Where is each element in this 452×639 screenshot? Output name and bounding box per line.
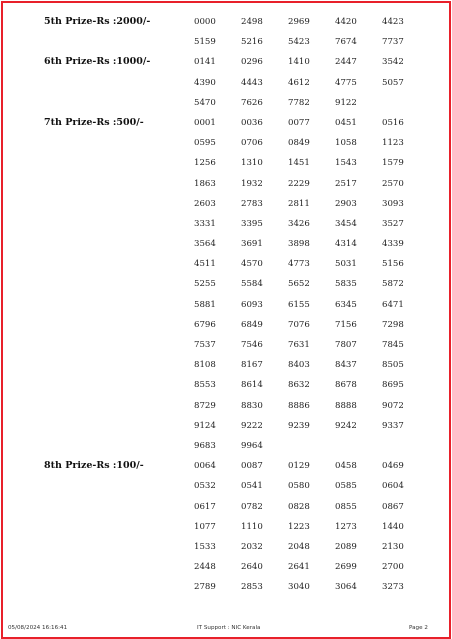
winning-number: 9683 xyxy=(194,440,216,451)
winning-number: 3898 xyxy=(288,239,310,250)
winning-number: 0585 xyxy=(335,481,357,492)
number-row xyxy=(0,274,452,294)
winning-number: 2498 xyxy=(241,17,263,27)
winning-number: 1223 xyxy=(288,521,310,532)
number-row xyxy=(0,52,452,72)
number-row xyxy=(0,355,452,375)
number-row xyxy=(0,335,452,355)
winning-number: 8167 xyxy=(241,360,263,371)
winning-number: 8108 xyxy=(194,360,216,371)
winning-number: 9122 xyxy=(335,97,357,108)
winning-number: 4443 xyxy=(241,77,263,88)
winning-number: 6471 xyxy=(382,299,404,310)
number-row xyxy=(0,234,452,254)
number-row xyxy=(0,93,452,113)
winning-number: 9239 xyxy=(288,420,310,431)
winning-number: 1440 xyxy=(382,521,404,532)
winning-number: 8505 xyxy=(382,360,404,371)
winning-number: 8403 xyxy=(288,360,310,371)
number-row xyxy=(0,315,452,335)
winning-number: 8437 xyxy=(335,360,357,371)
number-row xyxy=(0,557,452,577)
number-row xyxy=(0,476,452,496)
winning-number: 0828 xyxy=(288,501,310,512)
winning-number: 2853 xyxy=(241,582,263,593)
winning-number: 2229 xyxy=(288,178,310,189)
winning-number: 4775 xyxy=(335,77,357,88)
winning-number: 7807 xyxy=(335,340,357,350)
winning-number: 5156 xyxy=(382,259,404,270)
number-row xyxy=(0,254,452,274)
winning-number: 2811 xyxy=(288,198,310,209)
winning-number: 3527 xyxy=(382,218,404,229)
winning-number: 2699 xyxy=(335,562,357,573)
number-row xyxy=(0,174,452,194)
winning-number: 9124 xyxy=(194,420,216,431)
winning-number: 9072 xyxy=(382,400,404,411)
winning-number: 2447 xyxy=(335,57,357,68)
winning-number: 2570 xyxy=(382,178,404,189)
winning-number: 4570 xyxy=(241,259,263,270)
number-row xyxy=(0,12,452,32)
winning-number: 6796 xyxy=(194,319,216,330)
winning-number: 2603 xyxy=(194,198,216,209)
winning-number: 1533 xyxy=(194,541,216,552)
winning-number: 7626 xyxy=(241,97,263,108)
page-footer xyxy=(0,624,452,634)
winning-number: 3064 xyxy=(335,582,357,593)
winning-number: 3093 xyxy=(382,198,404,209)
number-row xyxy=(0,497,452,517)
winning-number: 7546 xyxy=(241,340,263,350)
number-row xyxy=(0,456,452,476)
winning-number: 0580 xyxy=(288,481,310,492)
winning-number: 8830 xyxy=(241,400,263,411)
winning-number: 0064 xyxy=(194,461,216,472)
winning-number: 0451 xyxy=(335,117,357,128)
winning-number: 3691 xyxy=(241,239,263,250)
winning-number: 8695 xyxy=(382,380,404,391)
footer-support: IT Support : NIC Kerala xyxy=(197,625,261,631)
winning-number: 6155 xyxy=(288,299,310,310)
footer-page-number: Page 2 xyxy=(409,625,428,631)
winning-number: 0617 xyxy=(194,501,216,512)
winning-number: 4420 xyxy=(335,17,357,27)
winning-number: 2048 xyxy=(288,541,310,552)
winning-number: 3426 xyxy=(288,218,310,229)
winning-number: 1310 xyxy=(241,158,263,169)
prize-title: 7th Prize-Rs :500/- xyxy=(44,116,144,128)
winning-number: 5652 xyxy=(288,279,310,290)
winning-number: 0855 xyxy=(335,501,357,512)
winning-number: 0595 xyxy=(194,138,216,149)
winning-number: 4612 xyxy=(288,77,310,88)
winning-number: 1543 xyxy=(335,158,357,169)
prize-section xyxy=(0,12,452,52)
winning-number: 0532 xyxy=(194,481,216,492)
winning-number: 4511 xyxy=(194,259,216,270)
winning-number: 0541 xyxy=(241,481,263,492)
number-row xyxy=(0,295,452,315)
winning-number: 3273 xyxy=(382,582,404,593)
winning-number: 2130 xyxy=(382,541,404,552)
prize-section xyxy=(0,113,452,456)
winning-number: 5881 xyxy=(194,299,216,310)
winning-number: 0867 xyxy=(382,501,404,512)
winning-number: 8886 xyxy=(288,400,310,411)
winning-number: 5255 xyxy=(194,279,216,290)
winning-number: 7782 xyxy=(288,97,310,108)
winning-number: 7298 xyxy=(382,319,404,330)
number-row xyxy=(0,214,452,234)
winning-number: 7631 xyxy=(288,340,310,350)
winning-number: 1863 xyxy=(194,178,216,189)
winning-number: 8678 xyxy=(335,380,357,391)
winning-number: 5423 xyxy=(288,37,310,48)
winning-number: 4423 xyxy=(382,17,404,27)
winning-number: 0036 xyxy=(241,117,263,128)
winning-number: 0604 xyxy=(382,481,404,492)
winning-number: 0000 xyxy=(194,17,216,27)
winning-number: 2089 xyxy=(335,541,357,552)
winning-number: 6345 xyxy=(335,299,357,310)
winning-number: 3040 xyxy=(288,582,310,593)
winning-number: 6093 xyxy=(241,299,263,310)
winning-number: 5835 xyxy=(335,279,357,290)
winning-number: 8729 xyxy=(194,400,216,411)
winning-number: 1451 xyxy=(288,158,310,169)
winning-number: 7737 xyxy=(382,37,404,48)
winning-number: 1579 xyxy=(382,158,404,169)
winning-number: 5057 xyxy=(382,77,404,88)
winning-number: 3331 xyxy=(194,218,216,229)
winning-number: 5584 xyxy=(241,279,263,290)
winning-number: 5872 xyxy=(382,279,404,290)
winning-number: 3564 xyxy=(194,239,216,250)
winning-number: 0296 xyxy=(241,57,263,68)
winning-number: 0077 xyxy=(288,117,310,128)
winning-number: 0129 xyxy=(288,461,310,472)
number-row xyxy=(0,537,452,557)
prize-section xyxy=(0,52,452,113)
winning-number: 2969 xyxy=(288,17,310,27)
winning-number: 1932 xyxy=(241,178,263,189)
number-row xyxy=(0,133,452,153)
number-row xyxy=(0,194,452,214)
winning-number: 2032 xyxy=(241,541,263,552)
prize-list xyxy=(0,12,452,597)
winning-number: 6849 xyxy=(241,319,263,330)
winning-number: 9242 xyxy=(335,420,357,431)
winning-number: 2517 xyxy=(335,178,357,189)
number-row xyxy=(0,436,452,456)
winning-number: 0001 xyxy=(194,117,216,128)
number-row xyxy=(0,577,452,597)
winning-number: 8614 xyxy=(241,380,263,391)
winning-number: 8553 xyxy=(194,380,216,391)
prize-title: 6th Prize-Rs :1000/- xyxy=(44,56,151,68)
winning-number: 1110 xyxy=(241,521,263,532)
winning-number: 0087 xyxy=(241,461,263,472)
winning-number: 4314 xyxy=(335,239,357,250)
number-row xyxy=(0,73,452,93)
winning-number: 2641 xyxy=(288,562,310,573)
winning-number: 0458 xyxy=(335,461,357,472)
winning-number: 2789 xyxy=(194,582,216,593)
winning-number: 9964 xyxy=(241,440,263,451)
winning-number: 7156 xyxy=(335,319,357,330)
prize-title: 8th Prize-Rs :100/- xyxy=(44,460,144,472)
number-row xyxy=(0,517,452,537)
winning-number: 4773 xyxy=(288,259,310,270)
winning-number: 1058 xyxy=(335,138,357,149)
winning-number: 0849 xyxy=(288,138,310,149)
winning-number: 9222 xyxy=(241,420,263,431)
winning-number: 4339 xyxy=(382,239,404,250)
winning-number: 2700 xyxy=(382,562,404,573)
winning-number: 2903 xyxy=(335,198,357,209)
winning-number: 4390 xyxy=(194,77,216,88)
winning-number: 0469 xyxy=(382,461,404,472)
winning-number: 1410 xyxy=(288,57,310,68)
number-row xyxy=(0,396,452,416)
winning-number: 0516 xyxy=(382,117,404,128)
number-row xyxy=(0,375,452,395)
winning-number: 5159 xyxy=(194,37,216,48)
winning-number: 2640 xyxy=(241,562,263,573)
winning-number: 7845 xyxy=(382,340,404,350)
winning-number: 7537 xyxy=(194,340,216,350)
prize-title: 5th Prize-Rs :2000/- xyxy=(44,16,151,27)
winning-number: 5031 xyxy=(335,259,357,270)
winning-number: 0782 xyxy=(241,501,263,512)
winning-number: 0141 xyxy=(194,57,216,68)
winning-number: 3395 xyxy=(241,218,263,229)
winning-number: 7076 xyxy=(288,319,310,330)
winning-number: 1256 xyxy=(194,158,216,169)
winning-number: 0706 xyxy=(241,138,263,149)
winning-number: 5216 xyxy=(241,37,263,48)
number-row xyxy=(0,416,452,436)
number-row xyxy=(0,153,452,173)
number-row xyxy=(0,32,452,52)
winning-number: 8888 xyxy=(335,400,357,411)
winning-number: 2448 xyxy=(194,562,216,573)
winning-number: 3542 xyxy=(382,57,404,68)
number-row xyxy=(0,113,452,133)
winning-number: 1123 xyxy=(382,138,404,149)
footer-timestamp: 05/08/2024 16:16:41 xyxy=(8,625,68,631)
winning-number: 1077 xyxy=(194,521,216,532)
winning-number: 8632 xyxy=(288,380,310,391)
prize-section xyxy=(0,456,452,597)
winning-number: 3454 xyxy=(335,218,357,229)
winning-number: 5470 xyxy=(194,97,216,108)
winning-number: 1273 xyxy=(335,521,357,532)
winning-number: 9337 xyxy=(382,420,404,431)
winning-number: 2783 xyxy=(241,198,263,209)
winning-number: 7674 xyxy=(335,37,357,48)
